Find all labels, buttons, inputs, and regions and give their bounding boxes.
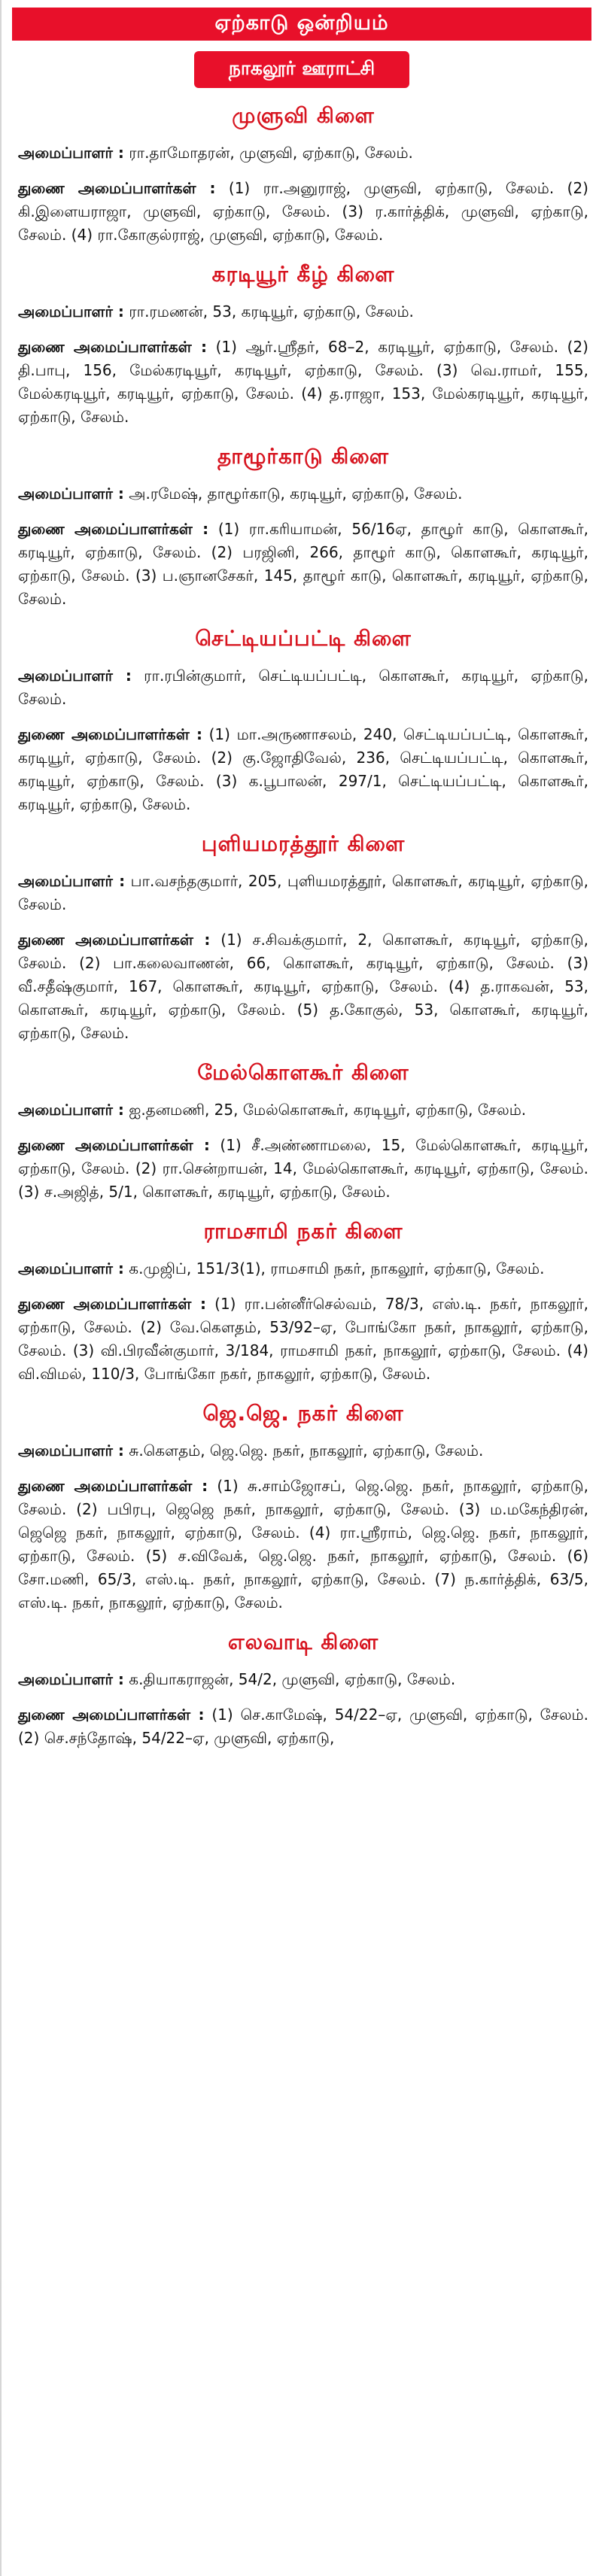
organizer-text: ரா.தாமோதரன், முளுவி, ஏற்காடு, சேலம். [129,144,413,162]
organizer-label: அமைப்பாளர் : [18,1101,124,1119]
deputies-text: (1) ரா.கரியாமன், 56/16ஏ, தாழூர் காடு, கொளகூர், கரடியூர், ஏற்காடு, சேலம். (2) பரஜினி, 266, தாழூர் காடு, கொளகூர், கரடியூர், ஏற்காடு, சேலம். (3) ப.ஞானசேகர், 145, தாழூர் காடு, கொளகூர், கரடியூர், ஏற்காடு, சேலம். [18,520,588,608]
branch-section [2,262,602,429]
deputies-text: (1) சு.சாம்ஜோசப், ஜெ.ஜெ. நகர், நாகலூர், ஏற்காடு, சேலம். (2) பபிரபு, ஜெஜெ நகர், நாகலூர், ஏற்காடு, சேலம். (3) ம.மகேந்திரன், ஜெஜெ நகர், நாகலூர், ஏற்காடு, சேலம். (4) ரா.ஸ்ரீராம், ஜெ.ஜெ. நகர், நாகலூர், ஏற்காடு, சேலம். (5) ச.விவேக், ஜெ.ஜெ. நகர், நாகலூர், ஏற்காடு, சேலம். (6) சோ.மணி, 65/3, எஸ்.டி. நகர், நாகலூர், ஏற்காடு, சேலம். (7) ந.கார்த்திக், 63/5, எஸ்.டி. நகர், நாகலூர், ஏற்காடு, சேலம். [18,1477,589,1612]
branch-title: புளியமரத்தூர் கிளை [201,831,406,856]
panchayat-title: நாகலூர் ஊராட்சி [228,57,375,79]
deputies-label: துணை அமைப்பாளர்கள் : [18,1706,205,1724]
deputies-label: துணை அமைப்பாளர்கள் : [18,1136,210,1154]
deputies-paragraph [18,1475,588,1615]
branch-section [2,444,602,611]
deputies-text: (1) ரா.அனுராஜ், முளுவி, ஏற்காடு, சேலம். (2) கி.இளையராஜா, முளுவி, ஏற்காடு, சேலம். (3) ர.கார்த்திக், முளுவி, ஏற்காடு, சேலம். (4) ரா.கோகுல்ராஜ், முளுவி, ஏற்காடு, சேலம். [18,179,588,244]
branch-section [2,1060,602,1204]
branch-title: கரடியூர் கீழ் கிளை [211,262,395,287]
organizer-paragraph [18,300,588,324]
deputies-label: துணை அமைப்பாளர்கள் : [18,179,216,197]
organizer-text: ரா.ரமணன், 53, கரடியூர், ஏற்காடு, சேலம். [129,302,414,320]
organizer-label: அமைப்பாளர் : [18,302,124,320]
branch-section [2,831,602,1045]
deputies-label: துணை அமைப்பாளர்கள் : [18,725,202,743]
deputies-text: (1) மா.அருணாசலம், 240, செட்டியப்பட்டி, கொளகூர், கரடியூர், ஏற்காடு, சேலம். (2) கு.ஜோதிவேல், 236, செட்டியப்பட்டி, கொளகூர், கரடியூர், ஏற்காடு, சேலம். (3) க.பூபாலன், 297/1, செட்டியப்பட்டி, கொளகூர், கரடியூர், ஏற்காடு, சேலம். [18,725,588,813]
branch-title: எலவாடி கிளை [227,1630,379,1654]
deputies-text: (1) சீ.அண்ணாமலை, 15, மேல்கொளகூர், கரடியூர், ஏற்காடு, சேலம். (2) ரா.சென்றாயன், 14, மேல்கொளகூர், கரடியூர், ஏற்காடு, சேலம். (3) ச.அஜித், 5/1, கொளகூர், கரடியூர், ஏற்காடு, சேலம். [18,1136,588,1201]
union-header-bar [12,8,591,41]
deputies-paragraph [18,336,588,429]
organizer-paragraph [18,1439,588,1463]
union-title: ஏற்காடு ஒன்றியம் [214,11,389,35]
deputies-paragraph [18,928,588,1045]
organizer-label: அமைப்பாளர் : [18,1441,124,1460]
deputies-paragraph [18,177,588,247]
organizer-text: அ.ரமேஷ், தாழூர்காடு, கரடியூர், ஏற்காடு, சேலம். [129,485,463,503]
deputies-text: (1) ச.சிவக்குமார், 2, கொளகூர், கரடியூர், ஏற்காடு, சேலம். (2) பா.கலைவாணன், 66, கொளகூர், கரடியூர், ஏற்காடு, சேலம். (3) வீ.சதீஷ்குமார், 167, கொளகூர், கரடியூர், ஏற்காடு, சேலம். (4) த.ராகவன், 53, கொளகூர், கரடியூர், ஏற்காடு, சேலம். (5) த.கோகுல், 53, கொளகூர், கரடியூர், ஏற்காடு, சேலம். [18,931,588,1042]
organizer-label: அமைப்பாளர் : [18,1670,124,1688]
branch-title: ஜெ.ஜெ. நகர் கிளை [202,1401,404,1426]
branch-title: தாழூர்காடு கிளை [217,444,390,469]
panchayat-header-wrap [2,51,602,88]
deputies-paragraph [18,518,588,611]
organizer-paragraph [18,482,588,506]
branch-section [2,1630,602,1750]
deputies-paragraph [18,1703,588,1750]
organizer-paragraph [18,141,588,165]
organizer-text: க.முஜிப், 151/3(1), ராமசாமி நகர், நாகலூர், ஏற்காடு, சேலம். [129,1259,545,1277]
deputies-text: (1) ஆர்.ஸ்ரீதர், 68–2, கரடியூர், ஏற்காடு, சேலம். (2) தி.பாபு, 156, மேல்கரடியூர், கரடியூர், ஏற்காடு, சேலம். (3) வெ.ராமர், 155, மேல்கரடியூர், கரடியூர், ஏற்காடு, சேலம். (4) த.ராஜா, 153, மேல்கரடியூர், கரடியூர், ஏற்காடு, சேலம். [18,338,588,426]
deputies-paragraph [18,723,588,816]
organizer-text: சு.கௌதம், ஜெ.ஜெ. நகர், நாகலூர், ஏற்காடு, சேலம். [129,1441,484,1460]
branch-section [2,1219,602,1386]
branch-title: ராமசாமி நகர் கிளை [203,1219,403,1244]
deputies-label: துணை அமைப்பாளர்கள் : [18,931,211,949]
deputies-label: துணை அமைப்பாளர்கள் : [18,338,207,356]
deputies-text: (1) செ.காமேஷ், 54/22–ஏ, முளுவி, ஏற்காடு, சேலம். (2) செ.சந்தோஷ், 54/22–ஏ, முளுவி, ஏற்காடு, [18,1706,588,1747]
organizer-label: அமைப்பாளர் : [18,1259,124,1277]
branch-title: செட்டியப்பட்டி கிளை [195,626,412,651]
organizer-text: க.தியாகராஜன், 54/2, முளுவி, ஏற்காடு, சேலம். [129,1670,456,1688]
organizer-label: அமைப்பாளர் : [18,485,124,503]
deputies-text: (1) ரா.பன்னீர்செல்வம், 78/3, எஸ்.டி. நகர், நாகலூர், ஏற்காடு, சேலம். (2) வே.கௌதம், 53/92–ஏ, போங்கோ நகர், நாகலூர், ஏற்காடு, சேலம். (3) வி.பிரவீன்குமார், 3/184, ராமசாமி நகர், நாகலூர், ஏற்காடு, சேலம். (4) வி.விமல், 110/3, போங்கோ நகர், நாகலூர், ஏற்காடு, சேலம். [18,1295,588,1383]
branch-title: முளுவி கிளை [232,103,375,128]
deputies-label: துணை அமைப்பாளர்கள் : [18,1295,206,1313]
organizer-text: ஐ.தனமணி, 25, மேல்கொளகூர், கரடியூர், ஏற்காடு, சேலம். [129,1101,527,1119]
deputies-paragraph [18,1134,588,1204]
branch-title: மேல்கொளகூர் கிளை [197,1060,409,1085]
branch-section [2,1401,602,1615]
organizer-label: அமைப்பாளர் : [18,872,126,890]
branch-section [2,626,602,816]
deputies-label: துணை அமைப்பாளர்கள் : [18,520,209,538]
branch-section [2,103,602,247]
organizer-paragraph [18,1668,588,1691]
organizer-label: அமைப்பாளர் : [18,667,132,685]
organizer-label: அமைப்பாளர் : [18,144,124,162]
organizer-text: ரா.ரபின்குமார், செட்டியப்பட்டி, கொளகூர், கரடியூர், ஏற்காடு, சேலம். [18,667,589,708]
deputies-label: துணை அமைப்பாளர்கள் : [18,1477,208,1495]
deputies-paragraph [18,1293,588,1386]
organizer-paragraph [18,1098,588,1122]
organizer-text: பா.வசந்தகுமார், 205, புளியமரத்தூர், கொளகூர், கரடியூர், ஏற்காடு, சேலம். [18,872,589,913]
organizer-paragraph [18,1257,588,1280]
organizer-paragraph [18,870,588,916]
organizer-paragraph [18,664,588,711]
panchayat-header-pill [194,51,409,88]
